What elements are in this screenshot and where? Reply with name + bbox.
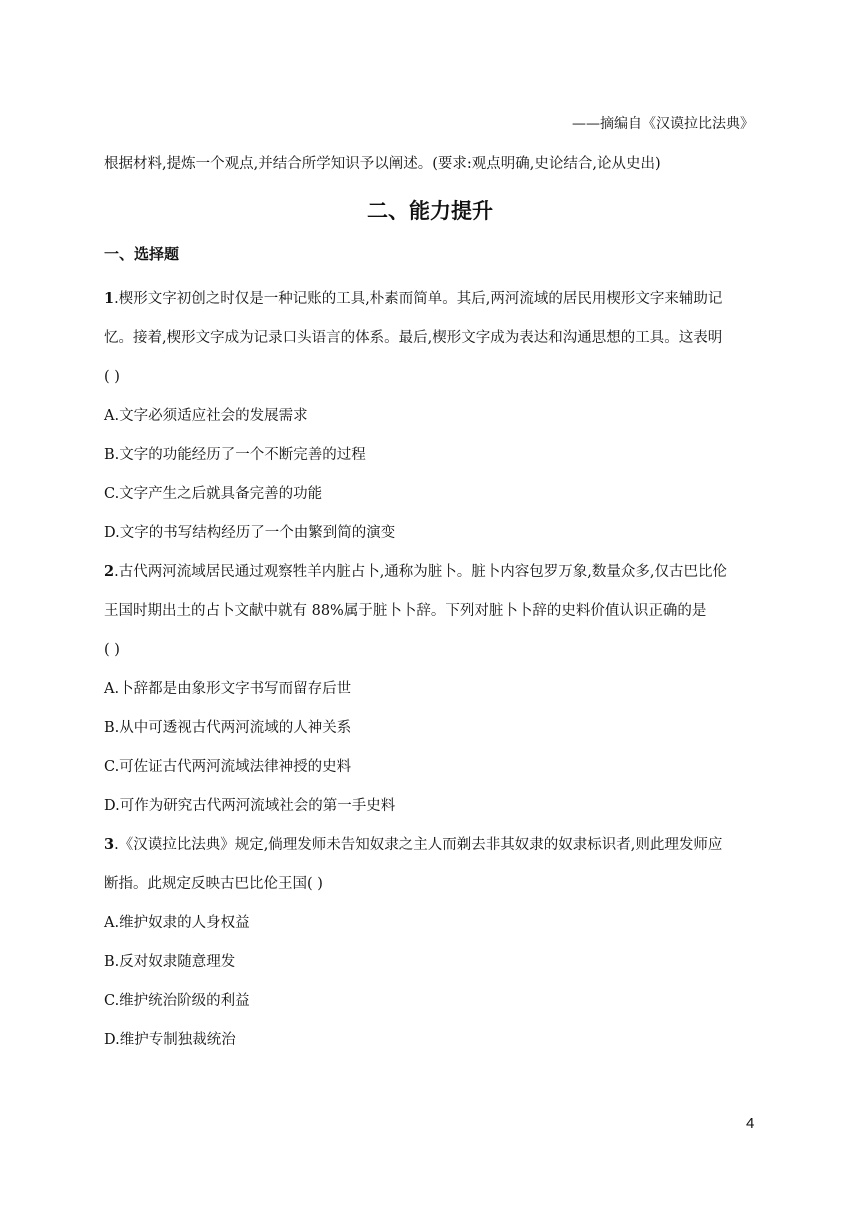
question-2-option-b: B.从中可透视古代两河流域的人神关系 <box>104 720 352 736</box>
instruction-text: 根据材料,提炼一个观点,并结合所学知识予以阐述。(要求:观点明确,史论结合,论从史出) <box>104 156 661 172</box>
question-2-line-2: 王国时期出土的占卜文献中就有 88%属于脏卜卜辞。下列对脏卜卜辞的史料价值认识正确的是 <box>104 603 707 619</box>
question-1-option-d: D.文字的书写结构经历了一个由繁到简的演变 <box>104 525 396 541</box>
question-3-line-2: 断指。此规定反映古巴比伦王国( ) <box>104 876 323 892</box>
question-2-option-d: D.可作为研究古代两河流域社会的第一手史料 <box>104 798 396 814</box>
question-3-option-c: C.维护统治阶级的利益 <box>104 993 250 1009</box>
question-3-option-b: B.反对奴隶随意理发 <box>104 954 236 970</box>
question-3-option-a: A.维护奴隶的人身权益 <box>104 915 250 931</box>
question-2-option-c: C.可佐证古代两河流域法律神授的史料 <box>104 759 352 775</box>
question-3-option-d: D.维护专制独裁统治 <box>104 1032 236 1048</box>
page-number: 4 <box>746 1115 755 1132</box>
section-title: 二、能力提升 <box>367 199 493 223</box>
question-1-option-b: B.文字的功能经历了一个不断完善的过程 <box>104 447 366 463</box>
question-number: 2 <box>104 563 115 580</box>
question-1-line-1: 1.楔形文字初创之时仅是一种记账的工具,朴素而简单。其后,两河流域的居民用楔形文字来辅助记 <box>104 290 723 307</box>
sub-heading: 一、选择题 <box>104 245 180 263</box>
question-1-answer-blank: ( ) <box>104 369 120 385</box>
source-citation: ——摘编自《汉谟拉比法典》 <box>572 116 754 132</box>
question-2-answer-blank: ( ) <box>104 642 120 658</box>
question-1-option-c: C.文字产生之后就具备完善的功能 <box>104 486 323 502</box>
question-number: 3 <box>104 836 115 853</box>
question-1-option-a: A.文字必须适应社会的发展需求 <box>104 408 308 424</box>
question-3-line-1: 3.《汉谟拉比法典》规定,倘理发师未告知奴隶之主人而剃去非其奴隶的奴隶标识者,则此理发师应 <box>104 836 723 853</box>
question-1-line-2: 忆。接着,楔形文字成为记录口头语言的体系。最后,楔形文字成为表达和沟通思想的工具。这表明 <box>104 330 723 346</box>
question-2-option-a: A.卜辞都是由象形文字书写而留存后世 <box>104 681 352 697</box>
question-2-line-1: 2.古代两河流域居民通过观察牲羊内脏占卜,通称为脏卜。脏卜内容包罗万象,数量众多,仅古巴比伦 <box>104 563 728 580</box>
question-number: 1 <box>104 290 115 307</box>
